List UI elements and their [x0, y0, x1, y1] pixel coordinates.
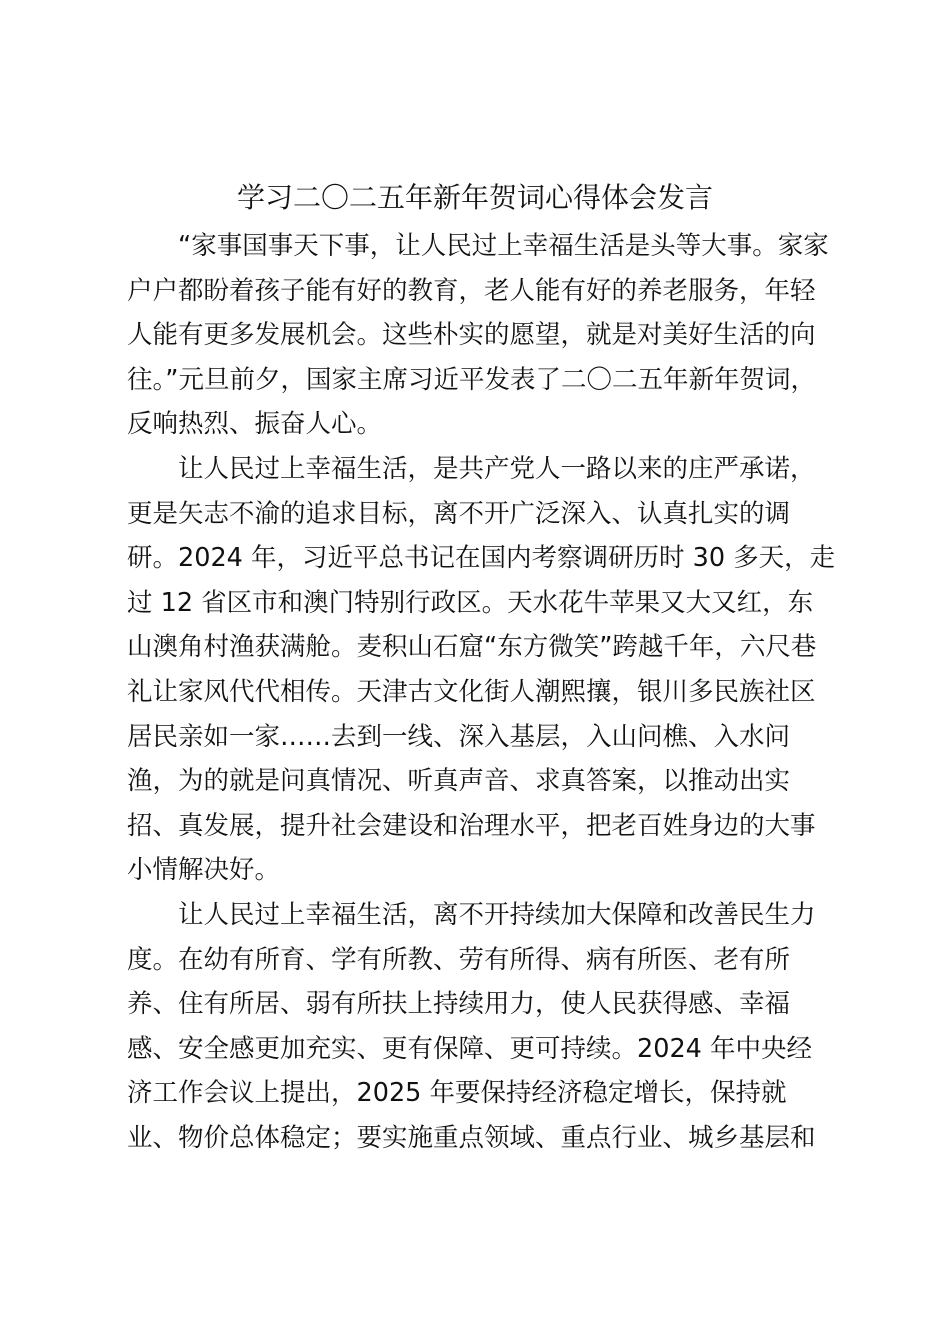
- text-line: 过 12 省区市和澳门特别行政区。天水花牛苹果又大又红，东: [127, 587, 814, 618]
- text-line: 研。2024 年，习近平总书记在国内考察调研历时 30 多天，走: [127, 543, 836, 574]
- text-line: 居民亲如一家……去到一线、深入基层，入山问樵、入水问: [127, 721, 791, 752]
- text-line: 渔，为的就是问真情况、听真声音、求真答案，以推动出实: [127, 766, 791, 797]
- paragraph-2: [127, 447, 836, 893]
- text-line: 更是矢志不渝的追求目标，离不开广泛深入、认真扎实的调: [127, 498, 791, 529]
- text-line: 养、住有所居、弱有所扶上持续用力，使人民获得感、幸福: [127, 989, 791, 1020]
- text-line: “家事国事天下事，让人民过上幸福生活是头等大事。家家: [178, 231, 829, 261]
- document-body: [127, 224, 836, 1160]
- paragraph-3: [127, 893, 827, 1161]
- text-line: 招、真发展，提升社会建设和治理水平，把老百姓身边的大事: [127, 810, 816, 841]
- text-line: 济工作会议上提出，2025 年要保持经济稳定增长，保持就: [127, 1078, 787, 1109]
- document-title: 学习二〇二五年新年贺词心得体会发言: [236, 181, 713, 214]
- text-line: 反响热烈、振奋人心。: [127, 409, 383, 440]
- text-line: 业、物价总体稳定；要实施重点领域、重点行业、城乡基层和: [127, 1122, 816, 1153]
- paragraph-1: [127, 224, 827, 447]
- text-line: 让人民过上幸福生活，离不开持续加大保障和改善民生力: [178, 899, 816, 930]
- text-line: 户户都盼着孩子能有好的教育，老人能有好的养老服务，年轻: [127, 275, 816, 306]
- text-line: 往。”元旦前夕，国家主席习近平发表了二〇二五年新年贺词，: [127, 364, 816, 395]
- text-line: 人能有更多发展机会。这些朴实的愿望，就是对美好生活的向: [127, 320, 816, 351]
- text-line: 让人民过上幸福生活，是共产党人一路以来的庄严承诺，: [178, 453, 816, 484]
- text-line: 礼让家风代代相传。天津古文化街人潮熙攘，银川多民族社区: [127, 676, 816, 707]
- text-line: 感、安全感更加充实、更有保障、更可持续。2024 年中央经: [127, 1033, 813, 1064]
- text-line: 小情解决好。: [127, 855, 281, 886]
- text-line: 度。在幼有所育、学有所教、劳有所得、病有所医、老有所: [127, 944, 791, 975]
- text-line: 山澳角村渔获满舱。麦积山石窟“东方微笑”跨越千年，六尺巷: [127, 632, 817, 663]
